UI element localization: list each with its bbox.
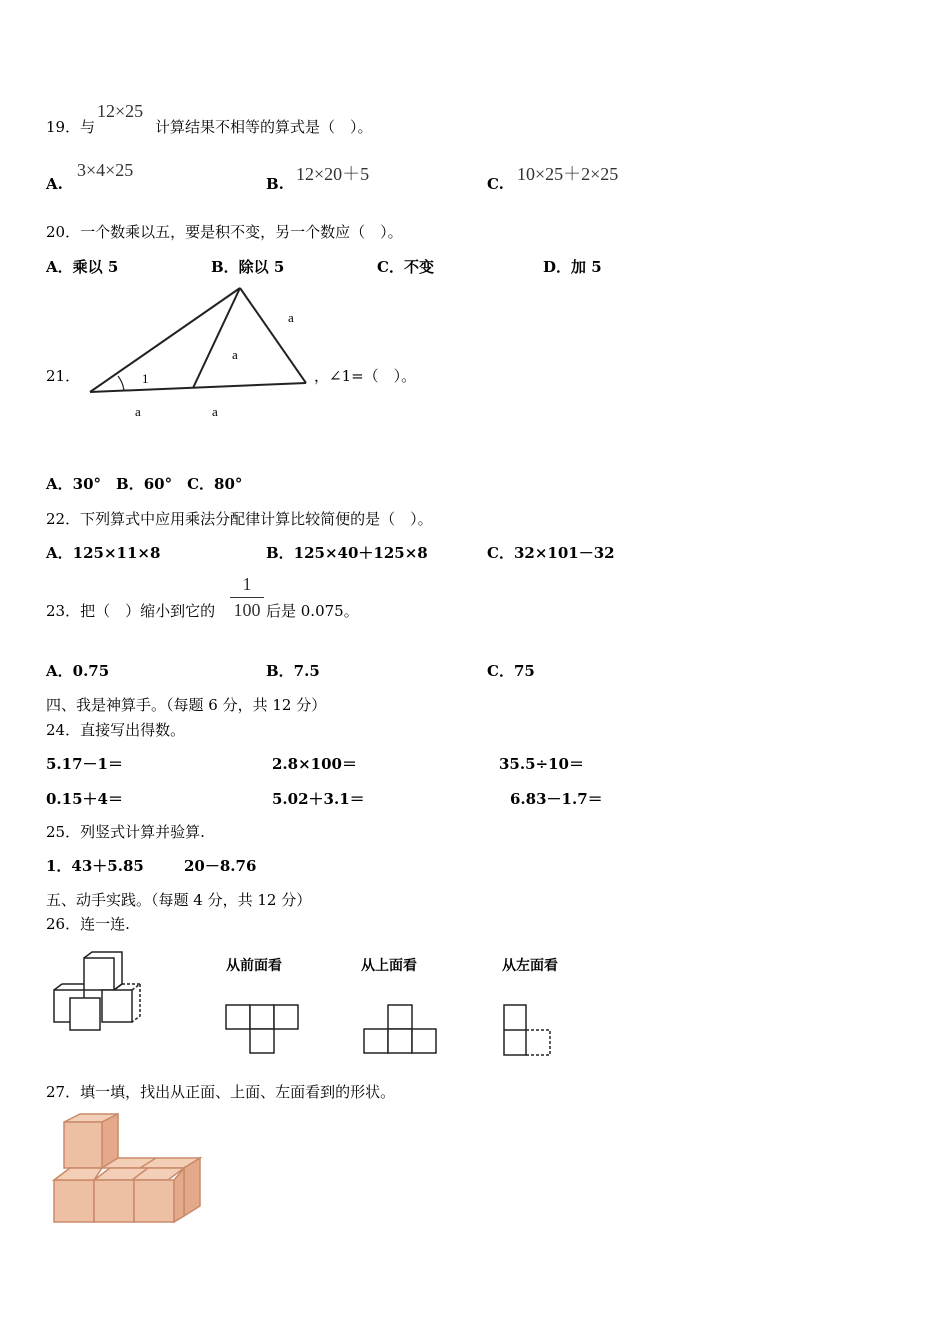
- q26-cube-figure: [50, 948, 160, 1033]
- q24-item: 6.83－1.7＝: [510, 790, 603, 808]
- q21-question: ，∠1=（ ）。: [314, 367, 417, 385]
- q22-option-a[interactable]: A．125×11×8: [46, 544, 161, 562]
- q23-option-a[interactable]: A．0.75: [46, 662, 110, 680]
- q19-number: 19．: [46, 118, 81, 136]
- q23-question-pre: 23．把（ ）缩小到它的: [46, 602, 216, 620]
- q19-option-c-label[interactable]: C.: [487, 175, 504, 193]
- q19-question: 计算结果不相等的算式是（ ）。: [155, 118, 373, 136]
- q23-fraction-bar: [230, 597, 264, 598]
- section5-title: 五、动手实践。（每题 4 分，共 12 分）: [46, 891, 312, 909]
- q26-view-left-shape[interactable]: [502, 1003, 562, 1058]
- q24-question: 24．直接写出得数。: [46, 721, 186, 739]
- q27-question: 27．填一填，找出从正面、上面、左面看到的形状。: [46, 1083, 396, 1101]
- q27-cube-figure: [50, 1112, 210, 1227]
- view-label-front: 从前面看: [226, 958, 282, 974]
- q26-question: 26．连一连.: [46, 915, 130, 933]
- view-label-top: 从上面看: [361, 958, 417, 974]
- q19-pre: 与: [80, 118, 96, 136]
- q25-item: 1．43＋5.85: [46, 857, 144, 875]
- q21-side-label-inner: a: [232, 347, 238, 362]
- q20-option-a[interactable]: A．乘以 5: [46, 258, 119, 276]
- q21-left-edge: [90, 288, 240, 392]
- q19-expression: 12×25: [97, 101, 144, 121]
- q25-question: 25．列竖式计算并验算.: [46, 823, 205, 841]
- q22-option-c[interactable]: C．32×101－32: [487, 544, 615, 562]
- q21-triangle-figure: [80, 282, 410, 422]
- q23-fraction: [230, 574, 264, 621]
- q20-option-c[interactable]: C．不变: [377, 258, 434, 276]
- q22-question: 22．下列算式中应用乘法分配律计算比较简便的是（ ）。: [46, 510, 433, 528]
- q26-view-top-shape[interactable]: [362, 1003, 442, 1058]
- section4-title: 四、我是神算手。（每题 6 分，共 12 分）: [46, 696, 327, 714]
- q21-options[interactable]: A．30° B．60° C．80°: [46, 475, 243, 493]
- q23-question-post: 后是 0.075。: [266, 602, 359, 620]
- q20-question: 20．一个数乘以五，要是积不变，另一个数应（ ）。: [46, 223, 403, 241]
- q21-inner-edge: [193, 288, 240, 388]
- q22-option-b[interactable]: B．125×40＋125×8: [266, 544, 428, 562]
- q24-item: 2.8×100＝: [272, 755, 357, 773]
- q21-angle-arc: [118, 376, 124, 391]
- q21-side-label-right: a: [288, 310, 294, 325]
- q23-option-b[interactable]: B．7.5: [266, 662, 320, 680]
- q19-option-a-expr: 3×4×25: [77, 160, 134, 180]
- q19-option-b-expr: 12×20＋5: [296, 164, 370, 184]
- q19-option-c-expr: 10×25＋2×25: [517, 164, 619, 184]
- q21-angle-label: 1: [142, 371, 149, 386]
- q24-item: 35.5÷10＝: [499, 755, 584, 773]
- q21-side-label-base-right: a: [212, 404, 218, 419]
- q21-number: 21．: [46, 367, 81, 385]
- q19-option-a-label[interactable]: A.: [46, 175, 63, 193]
- q24-item: 5.02＋3.1＝: [272, 790, 365, 808]
- view-label-left: 从左面看: [502, 958, 558, 974]
- q24-item: 0.15＋4＝: [46, 790, 123, 808]
- q21-side-label-base-left: a: [135, 404, 141, 419]
- q19-option-b-label[interactable]: B.: [266, 175, 284, 193]
- q23-fraction-numerator: 1: [242, 574, 252, 594]
- q21-right-edge: [240, 288, 306, 383]
- q24-item: 5.17－1＝: [46, 755, 123, 773]
- q26-view-front-shape[interactable]: [224, 1003, 304, 1058]
- q25-item: 20－8.76: [184, 857, 257, 875]
- q23-option-c[interactable]: C．75: [487, 662, 535, 680]
- q23-fraction-denominator: 100: [233, 600, 261, 620]
- q20-option-b[interactable]: B．除以 5: [211, 258, 285, 276]
- q20-option-d[interactable]: D．加 5: [543, 258, 602, 276]
